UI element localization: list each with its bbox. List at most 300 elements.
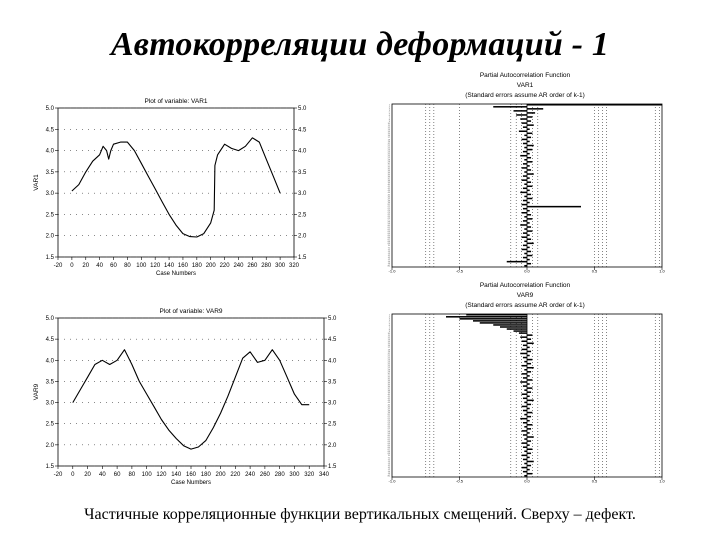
lag-label: 66 [387,447,390,450]
pacf-bar [524,451,527,453]
pacf-bar [527,194,531,196]
series-line [73,350,309,449]
pacf-bar [527,263,531,265]
lag-label: 11 [387,335,390,338]
pacf-bar [519,130,527,132]
lag-label: 51 [387,416,390,419]
x-tick-label: 100 [141,472,152,478]
lag-label: 68 [387,241,390,244]
lag-label: 44 [387,402,390,405]
pacf-bar [527,408,530,410]
pacf-bar [522,365,527,367]
pacf-bar [524,171,527,173]
lag-label: 24 [387,151,390,154]
pacf-bar [523,200,527,202]
lag-label: 12 [387,127,390,130]
lag-label: 15 [387,343,390,346]
lag-label: 5 [388,112,390,115]
y-tick-label-left: 2.0 [45,233,54,240]
x-tick-label: 160 [177,263,188,269]
lag-label: 21 [387,355,390,358]
lag-label: 26 [387,155,390,158]
pacf-bar [520,155,527,157]
lag-label: 37 [387,177,390,180]
y-tick-label-right: 3.0 [328,400,337,407]
pacf-bar [527,210,530,212]
lag-label: 28 [387,369,390,372]
y-tick-label-right: 4.0 [298,148,307,155]
x-tick-label: -0.5 [456,478,463,483]
lag-label: 40 [387,184,390,187]
lag-label: 75 [387,465,390,468]
lag-label: 26 [387,365,390,368]
pacf-bar [527,206,581,208]
lag-label: 32 [387,167,390,170]
pacf-bar [522,393,527,395]
lag-label: 22 [387,147,390,150]
lag-label: 62 [387,438,390,441]
lag-label: 64 [387,232,390,235]
lag-label: 33 [387,379,390,382]
x-tick-label: 0 [70,263,74,269]
lag-label: 4 [388,110,390,113]
lag-label: 46 [387,406,390,409]
pacf-bar [527,243,534,245]
pacf-bar [527,226,531,228]
pacf-bar [522,442,527,444]
y-tick-label-left: 2.5 [45,212,54,219]
pacf-bar [527,355,530,357]
lag-label: 61 [387,436,390,439]
pacf-bar [524,426,527,428]
x-tick-label: 240 [245,472,256,478]
pacf-bar [523,188,527,190]
pacf-bar [514,110,528,112]
pacf-bar [493,106,527,108]
pacf-bar [527,173,534,175]
x-axis-label: Case Numbers [170,480,212,486]
lag-label: 19 [387,351,390,354]
pacf-bar [527,259,530,261]
lag-label: 20 [387,353,390,356]
lag-label: 40 [387,394,390,397]
pacf-bar [480,322,527,324]
pacf-bar [524,196,527,198]
lag-label: 69 [387,453,390,456]
lag-label: 60 [387,434,390,437]
plot-frame [58,108,294,257]
pacf-bar [527,436,534,438]
pacf-bar [527,420,530,422]
x-tick-label: 300 [289,472,300,478]
x-tick-label: 100 [136,263,147,269]
lag-label: 39 [387,392,390,395]
pacf-bar [522,467,527,469]
lag-label: 46 [387,196,390,199]
y-tick-label-right: 2.5 [298,212,307,219]
pacf-bar [527,391,531,393]
x-tick-label: 0.0 [524,268,530,273]
pacf-bar [522,406,527,408]
lag-label: 54 [387,422,390,425]
pacf-bar [523,345,527,347]
pacf-subtitle: VAR1 [516,82,534,89]
x-axis-label: Case Numbers [155,271,197,277]
pacf-note: (Standard errors assume AR order of k-1) [465,92,585,99]
x-tick-label: -20 [53,472,63,478]
y-tick-label-right: 4.5 [328,337,337,344]
lag-label: 63 [387,230,390,233]
x-tick-label: 0.5 [591,268,598,273]
lag-label: 58 [387,430,390,433]
lag-label: 51 [387,206,390,209]
x-tick-label: 300 [275,263,286,269]
y-tick-label-left: 3.5 [45,169,54,176]
pacf-bar [523,126,527,128]
pacf-bar [527,424,532,426]
slide-title: Автокорреляции деформаций - 1 [110,26,610,63]
x-tick-label: 60 [110,263,117,269]
pacf-bar [522,139,527,141]
pacf-bar [507,328,527,330]
lag-label: 49 [387,412,390,415]
x-tick-label: 80 [124,263,131,269]
lag-label: 15 [387,133,390,136]
x-tick-label: 40 [96,263,103,269]
pacf-bar [522,249,527,251]
lag-label: 16 [387,345,390,348]
lag-label: 77 [387,259,390,262]
lag-label: 31 [387,165,390,168]
pacf-bar [523,377,527,379]
pacf-bar [527,387,532,389]
pacf-bar [527,432,530,434]
y-tick-label-right: 1.5 [328,464,337,470]
lag-label: 64 [387,442,390,445]
pacf-bar [527,444,530,446]
pacf-bar [523,151,527,153]
lag-label: 2 [388,106,390,109]
pacf-bar [527,359,532,361]
lag-label: 60 [387,224,390,227]
lag-label: 27 [387,367,390,370]
x-tick-label: 20 [82,263,90,269]
x-tick-label: 200 [215,472,226,478]
lag-label: 80 [387,265,390,268]
pacf-note: (Standard errors assume AR order of k-1) [465,302,585,309]
lag-label: 70 [387,455,390,458]
pacf-bar [523,357,527,359]
pacf-bar [523,422,527,424]
x-tick-label: 260 [247,263,258,269]
pacf-bar [527,396,530,398]
pacf-bar [527,149,532,151]
lag-label: 57 [387,428,390,431]
pacf-bar [527,161,532,163]
y-tick-label-left: 4.5 [45,127,54,134]
lag-label: 49 [387,202,390,205]
lag-label: 36 [387,385,390,388]
x-tick-label: -20 [53,263,63,269]
y-tick-label-right: 4.5 [298,127,307,134]
lag-label: 47 [387,408,390,411]
pacf-bar [523,434,527,436]
lag-label: 12 [387,337,390,340]
y-tick-label-right: 5.0 [298,106,307,112]
lag-label: 47 [387,198,390,201]
pacf-bar [522,373,527,375]
lag-label: 61 [387,226,390,229]
lag-label: 70 [387,245,390,248]
x-tick-label: 260 [259,472,270,478]
pacf-bar [527,137,531,139]
x-tick-label: 320 [288,263,300,269]
pacf-bar [524,147,527,149]
lag-label: 65 [387,235,390,238]
lag-label: 57 [387,218,390,221]
lag-label: 13 [387,339,390,342]
pacf-bar [527,367,534,369]
lag-label: 77 [387,469,390,472]
pacf-bar [527,338,531,340]
pacf-bar [522,122,527,124]
pacf-title: Partial Autocorrelation Function [479,282,571,289]
pacf-bar [523,446,527,448]
lag-label: 14 [387,131,390,134]
pacf-bar [523,143,527,145]
lag-label: 45 [387,404,390,407]
pacf-bar [519,332,527,334]
lag-label: 1 [388,314,390,317]
pacf-chart-var1-svg [360,68,670,273]
pacf-bar [500,326,527,328]
pacf-bar [527,461,534,463]
pacf-bar [523,232,527,234]
lag-label: 69 [387,243,390,246]
lag-label: 65 [387,445,390,448]
x-tick-label: 200 [205,263,216,269]
lag-label: 44 [387,192,390,195]
lag-label: 76 [387,257,390,260]
pacf-title: Partial Autocorrelation Function [479,72,571,79]
lag-label: 22 [387,357,390,360]
lag-label: 76 [387,467,390,470]
y-tick-label-left: 4.5 [45,337,54,344]
pacf-bar [524,228,527,230]
pacf-bar [527,108,543,110]
y-tick-label-right: 4.0 [328,358,337,365]
lag-label: 71 [387,457,390,460]
lag-label: 18 [387,139,390,142]
pacf-bar [524,369,527,371]
lag-label: 2 [388,316,390,319]
x-tick-label: 180 [191,263,202,269]
y-tick-label-left: 4.0 [45,148,54,155]
lag-label: 42 [387,188,390,191]
pacf-chart-var9 [360,278,670,483]
x-tick-label: -1.0 [388,268,396,273]
pacf-bar [527,379,532,381]
pacf-bar [460,318,528,320]
lag-label: 72 [387,249,390,252]
lag-label: 63 [387,440,390,443]
line-chart-var1 [14,90,314,280]
pacf-bar [523,208,527,210]
pacf-subtitle: VAR9 [516,292,534,299]
chart-title: Plot of variable: VAR9 [159,308,223,315]
pacf-bar [523,410,527,412]
pacf-bar [527,343,534,345]
pacf-bar [527,383,530,385]
pacf-bar [524,253,527,255]
lag-label: 45 [387,194,390,197]
pacf-bar [523,385,527,387]
pacf-bar [527,104,662,106]
lag-label: 43 [387,190,390,193]
pacf-bar [527,222,530,224]
pacf-bar [527,190,530,192]
pacf-bar [516,114,527,116]
x-tick-label: 140 [171,472,182,478]
lag-label: 38 [387,390,390,393]
pacf-bar [514,330,528,332]
pacf-bar [522,204,527,206]
lag-label: 30 [387,373,390,376]
lag-label: 8 [388,118,390,121]
pacf-bar [527,218,532,220]
y-tick-label-left: 5.0 [45,106,54,112]
lag-label: 56 [387,426,390,429]
lag-label: 41 [387,396,390,399]
x-tick-label: 160 [185,472,197,478]
pacf-bar [466,314,527,316]
pacf-bar [527,448,532,450]
pacf-bar [527,198,532,200]
pacf-bar [527,347,530,349]
pacf-bar [527,186,532,188]
pacf-bar [527,412,532,414]
lag-label: 54 [387,212,390,215]
lag-label: 78 [387,261,390,264]
lag-label: 6 [388,114,390,117]
pacf-bar [527,234,530,236]
y-tick-label-right: 2.5 [328,421,337,428]
y-tick-label-right: 2.0 [298,233,307,240]
pacf-bar [527,214,531,216]
y-tick-label-left: 2.0 [45,442,54,449]
lag-label: 13 [387,129,390,132]
pacf-bar [446,316,527,318]
pacf-bar [527,169,531,171]
x-tick-label: 0.5 [591,478,598,483]
x-tick-label: 80 [128,472,136,478]
line-chart-var9-svg [14,298,344,490]
pacf-bar [524,475,527,477]
pacf-bar [522,455,527,457]
lag-label: 18 [387,349,390,352]
y-tick-label-left: 1.5 [45,255,54,261]
pacf-bar [520,224,527,226]
pacf-bar [527,473,532,475]
y-axis-label: VAR1 [33,174,40,191]
pacf-bar [527,334,532,336]
pacf-bar [527,404,531,406]
lag-label: 72 [387,459,390,462]
lag-label: 29 [387,161,390,164]
lag-label: 32 [387,377,390,380]
pacf-bar [520,336,527,338]
pacf-bar [527,453,531,455]
pacf-bar [527,128,530,130]
lag-label: 7 [388,326,390,329]
lag-label: 73 [387,251,390,254]
lag-label: 71 [387,247,390,250]
y-tick-label-left: 5.0 [45,316,54,322]
lag-label: 55 [387,214,390,217]
lag-label: 5 [388,322,390,325]
lag-label: 9 [388,330,390,333]
pacf-bar [522,430,527,432]
y-tick-label-left: 2.5 [45,421,54,428]
x-tick-label: 140 [164,263,175,269]
pacf-bar [523,220,527,222]
lag-label: 8 [388,328,390,331]
pacf-bar [524,159,527,161]
pacf-bar [523,175,527,177]
pacf-bar [527,124,534,126]
lag-label: 34 [387,171,390,174]
pacf-bar [527,375,530,377]
pacf-bar [523,459,527,461]
pacf-bar [527,112,535,114]
lag-label: 75 [387,255,390,258]
lag-label: 39 [387,182,390,185]
pacf-bar [524,463,527,465]
pacf-bar [520,381,527,383]
lag-label: 24 [387,361,390,364]
lag-label: 79 [387,263,390,266]
pacf-bar [527,133,532,135]
pacf-bar [527,457,530,459]
lag-label: 53 [387,420,390,423]
pacf-bar [524,216,527,218]
lag-label: 28 [387,159,390,162]
lag-label: 27 [387,157,390,160]
pacf-bar [527,416,531,418]
lag-label: 58 [387,220,390,223]
pacf-bar [522,236,527,238]
lag-label: 66 [387,237,390,240]
lag-label: 52 [387,208,390,211]
pacf-bar [522,179,527,181]
y-tick-label-right: 3.0 [298,191,307,198]
lag-label: 30 [387,163,390,166]
pacf-chart-var1 [360,68,670,273]
lag-label: 48 [387,200,390,203]
pacf-bar [527,181,531,183]
lag-label: 1 [388,104,390,107]
pacf-bar [524,438,527,440]
lag-label: 73 [387,461,390,464]
pacf-bar [527,440,531,442]
lag-label: 25 [387,363,390,366]
pacf-bar [527,230,532,232]
pacf-bar [527,363,531,365]
pacf-bar [527,141,530,143]
x-tick-label: 60 [113,472,121,478]
lag-label: 78 [387,471,390,474]
lag-label: 23 [387,149,390,152]
